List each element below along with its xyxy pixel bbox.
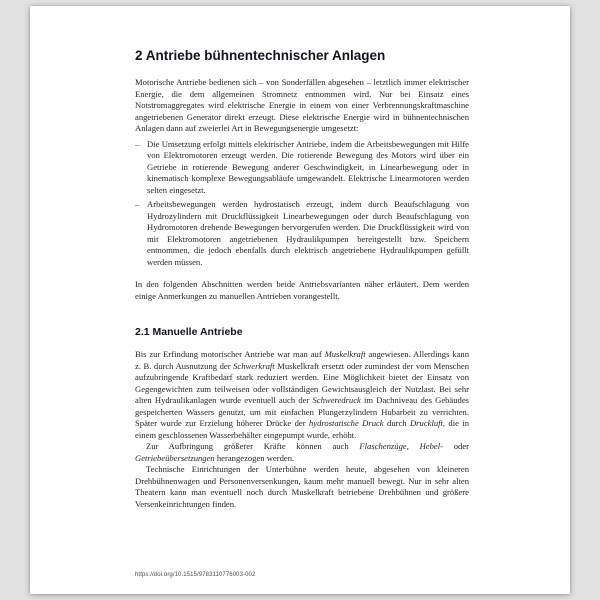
bullet-item: [135, 199, 469, 268]
book-page: [30, 6, 570, 594]
closing-paragraph: In den folgenden Abschnitten werden beide Antriebsvarianten näher erläutert. Dem werden einige Anmerkungen zu manuellen Antrieben vorangestellt.: [135, 279, 469, 301]
body-paragraph: Bis zur Erfindung motorischer Antriebe war man auf Muskelkraft angewiesen. Allerdings kann z. B. durch Ausnutzung der Schwerkraft Muskelkraft ersetzt oder zumindest der vom Menschen aufzubringende Kraftbedarf stark reduziert werden. Eine Möglichkeit bietet der Einsatz von Gegengewichten zum teilweisen oder vollständigen Gewichtsausgleich der Nutzlast. Bei sehr alten Hydraulikanlagen wurde eventuell auch der Schweredruck im Dachniveau des Gebäudes gespeicherten Wassers genutzt, um mit einfachen Plungerzylindern Hubarbeit zu verrichten. Später wurde zur Erzielung höherer Drücke der hydrostatische Druck durch Druckluft, die in einem geschlossenen Wasserbehälter eingepumpt wurde, erhöht.: [135, 349, 470, 440]
bullet-list: [135, 139, 469, 269]
intro-paragraph: Motorische Antriebe bedienen sich – von Sonderfällen abgesehen – letztlich immer elektrischer Energie, die dem allgemeinen Stromnetz entnommen wird. Nur bei Einsatz eines Notstromaggregates wird elektrische Energie in einem von einer Verbrennungskraftmaschine angetriebenen Generator direkt erzeugt. Diese elektrische Energie wird in bühnentechnischen Anlagen dann auf zweierlei Art in Bewegungsenergie umgesetzt:: [135, 77, 469, 133]
bullet-text: Die Umsetzung erfolgt mittels elektrischer Antriebe, indem die Arbeitsbewegungen mit Hilfe von Elektromotoren erzeugt werden. Die rotierende Bewegung des Motors wird über ein Getriebe in rotierende Bewegung anderer Geschwindigkeit, in Linearbewegung oder in kinematisch komplexe Bewegungsabläufe umgewandelt. Elektrische Linearmotoren werden selten eingesetzt.: [147, 138, 469, 195]
bullet-dash-marker: –: [135, 199, 140, 209]
chapter-heading: 2 Antriebe bühnentechnischer Anlagen: [135, 48, 386, 63]
section-heading: 2.1 Manuelle Antriebe: [135, 326, 243, 338]
bullet-text: Arbeitsbewegungen werden hydrostatisch erzeugt, indem durch Beaufschlagung von Hydrozylindern mit Druckflüssigkeit Linearbewegungen oder durch Beaufschlagung von Hydromotoren drehende Bewegungen hervorgerufen werden. Die Druckflüssigkeit wird von mit Elektromotoren angetriebenen Hydraulikpumpen bereitgestellt bzw. Speichern entnommen, die jedoch ebenfalls durch elektrisch angetriebene Hydraulikpumpen gefüllt werden müssen.: [147, 199, 469, 267]
body-paragraph: Zur Aufbringung größerer Kräfte können auch Flaschenzüge, Hebel- oder Getriebeübersetzungen herangezogen werden.: [135, 441, 470, 463]
bullet-item: [135, 139, 469, 197]
bullet-dash-marker: –: [135, 138, 140, 149]
body-paragraph: Technische Einrichtungen der Unterbühne werden heute, abgesehen von kleineren Drehbühnenwagen und Personenversenkungen, kaum mehr manuell bewegt. Nur in sehr alten Theatern kann man eventuell noch durch Muskelkraft betriebene Drehbühnen und größere Versenkeinrichtungen finden.: [135, 464, 469, 509]
page-content: [135, 48, 469, 510]
doi-text: https://doi.org/10.1515/9783110776003-002: [135, 572, 256, 578]
